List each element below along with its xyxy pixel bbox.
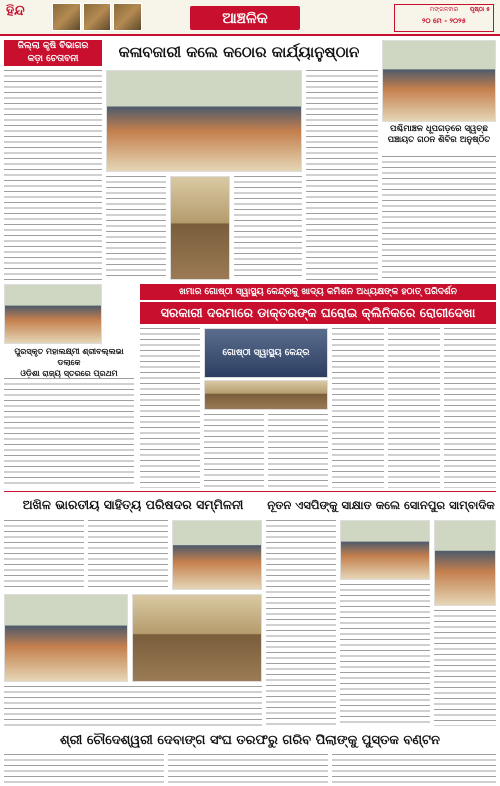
story3-headline[interactable]: ସରକାରୀ ଦରମାରେ ଡାକ୍ତରଙ୍କ ଘରୋଇ କ୍ଲିନିକରେ ରୋଗୀଦେଖା — [140, 302, 496, 324]
story3-photo-2 — [204, 380, 328, 410]
story1-body-col1 — [4, 70, 102, 280]
section-divider — [4, 491, 496, 492]
issue-day: ମଙ୍ଗଳବାର — [429, 6, 459, 13]
story7-headline[interactable]: ଶ୍ରୀ ଚୌଦେଶ୍ୱରୀ ଦେବାଙ୍ଗ ସଂଘ ତରଫରୁ ଗରିବ ପିଲାଙ୍କୁ ପୁସ୍ତକ ବଣ୍ଟନ — [59, 733, 441, 748]
story1-kicker — [4, 40, 102, 66]
issue-date: ୨୦ ମେ - ୨୦୨୫ — [422, 17, 466, 25]
story6-photo-2 — [434, 520, 496, 606]
story2-headline[interactable] — [380, 124, 498, 154]
story7-body-col1 — [4, 754, 164, 784]
logo-title: ହିନ୍ଦ — [6, 3, 25, 19]
story2-headline-line2: ପଞ୍ଚାୟତ ଗଠନ ଶିବିର ଅନୁଷ୍ଠିତ — [387, 135, 491, 145]
story5-body-col3 — [4, 686, 262, 726]
health-centre-sign-photo — [204, 328, 328, 378]
masthead-photo — [52, 3, 81, 31]
story4-headline-line2: ଓଡ଼ିଶା ରାଜ୍ୟ ସ୍ତରରେ ପ୍ରଥମ — [20, 368, 118, 378]
story6-photo-1 — [340, 520, 430, 580]
story4-headline-line1: ପୁରସ୍କୃତ ମହାଲକ୍ଷ୍ମୀ ଶ୍ରୀବଲ୍ଲଭା ଡଲାକେ — [14, 346, 124, 367]
story5-photo-3 — [132, 594, 262, 682]
story1-body-col2 — [106, 176, 166, 280]
story1-body-col4 — [306, 70, 378, 280]
story5-body-col2 — [88, 520, 168, 590]
story3-body-col6 — [444, 328, 496, 488]
story5-headline[interactable]: ଅଖିଳ ଭାରତୀୟ ସାହିତ୍ୟ ପରିଷଦର ସମ୍ମିଳନୀ — [22, 497, 244, 512]
story6-body-col2 — [340, 584, 430, 726]
page-number: ପୃଷ୍ଠା ୫ — [469, 6, 490, 13]
story5-photo-2 — [4, 594, 128, 682]
story1-body-col3 — [234, 176, 302, 280]
story3-body-col5 — [388, 328, 440, 488]
story5-photo-1 — [172, 520, 262, 590]
story7-body-col3 — [332, 754, 496, 784]
story3-body-col3 — [268, 414, 328, 488]
story7-body-col2 — [168, 754, 328, 784]
story4-body — [4, 378, 134, 488]
story6-headline[interactable]: ନୂତନ ଏସପିଙ୍କୁ ସାକ୍ଷାତ କଲେ ସୋନପୁର ସାମ୍ବାଦିକ — [267, 498, 495, 512]
story4-photo — [4, 284, 102, 344]
masthead-photo — [83, 3, 112, 31]
masthead-photo-strip — [52, 3, 142, 31]
date-box — [394, 4, 494, 32]
story1-headline[interactable]: କଳାବଜାରୀ କଲେ କଠୋର କାର୍ଯ୍ୟାନୁଷ୍ଠାନ — [118, 43, 360, 61]
masthead-photo — [113, 3, 142, 31]
story1-kicker-line2: କଡ଼ା ଚେତାବନୀ — [27, 54, 79, 64]
story6-body-col3 — [434, 610, 496, 726]
story2-body — [382, 156, 496, 280]
story3-body-col1 — [140, 328, 200, 488]
masthead — [0, 0, 500, 36]
newspaper-logo[interactable] — [6, 2, 50, 32]
story3-body-col4 — [332, 328, 384, 488]
story3-body-col2 — [204, 414, 264, 488]
health-centre-sign-text: ଗୋଷ୍ଠୀ ସ୍ୱାସ୍ଥ୍ୟ କେନ୍ଦ୍ର — [222, 348, 310, 358]
story4-headline[interactable] — [4, 346, 134, 376]
section-label: ଆଞ୍ଚଳିକ — [190, 6, 300, 30]
story1-kicker-line1: ଜିଲ୍ଲା କୃଷି ବିଭାଗର — [17, 41, 89, 51]
story5-body-col1 — [4, 520, 84, 590]
story6-body-col1 — [266, 520, 336, 726]
story1-photo-2 — [170, 176, 230, 280]
story2-headline-line1: ପଶ୍ଚିମାଞ୍ଚଳ ଧୂପଗଡ଼ରେ ସ୍ୱଚ୍ଛ — [390, 124, 488, 134]
story1-meeting-photo — [106, 70, 302, 172]
story2-photo — [382, 40, 496, 122]
story3-kicker: ଖମାର ଗୋଷ୍ଠୀ ସ୍ୱାସ୍ଥ୍ୟ କେନ୍ଦ୍ରକୁ ଖାଦ୍ୟ କମିଶନ ଅଧ୍ୟକ୍ଷଙ୍କ ହଠାତ୍ ପରିଦର୍ଶନ — [140, 284, 496, 300]
